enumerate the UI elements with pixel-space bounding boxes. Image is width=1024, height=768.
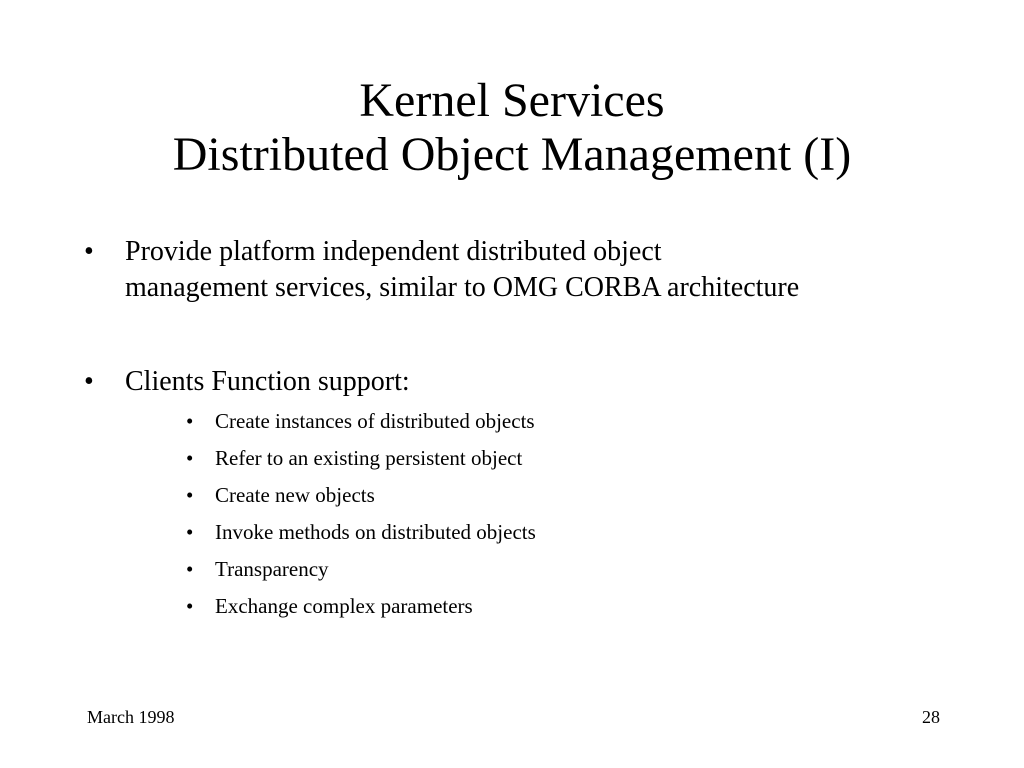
bullet-icon: •: [84, 236, 94, 267]
bullet-item: [84, 364, 804, 400]
sub-bullet-text: Exchange complex parameters: [215, 594, 473, 618]
bullet-icon: •: [84, 366, 94, 397]
sub-bullet-icon: •: [186, 594, 194, 618]
sub-bullet-item: [186, 557, 686, 582]
sub-bullet-item: [186, 520, 686, 545]
sub-bullet-icon: •: [186, 409, 194, 433]
sub-bullet-icon: •: [186, 483, 194, 507]
bullet-text: Provide platform independent distributed object management services, similar to OMG CORBA architecture: [125, 236, 800, 304]
sub-bullet-text: Create new objects: [215, 483, 375, 507]
sub-bullet-item: [186, 446, 686, 471]
title-line-2: Distributed Object Management (I): [172, 127, 852, 181]
sub-bullet-text: Create instances of distributed objects: [215, 409, 535, 433]
footer-page-number: 28: [922, 707, 940, 727]
bullet-text: Clients Function support:: [125, 366, 410, 397]
title-line-1: Kernel Services: [359, 74, 665, 127]
sub-bullet-text: Invoke methods on distributed objects: [215, 520, 536, 544]
sub-bullet-item: [186, 594, 686, 619]
sub-bullet-icon: •: [186, 557, 194, 581]
sub-bullet-text: Refer to an existing persistent object: [215, 446, 523, 470]
bullet-item: [84, 234, 804, 307]
slide-title: [0, 74, 1024, 182]
sub-bullet-icon: •: [186, 446, 194, 470]
footer-date: March 1998: [87, 707, 175, 727]
sub-bullet-item: [186, 409, 686, 434]
sub-bullet-icon: •: [186, 520, 194, 544]
sub-bullet-text: Transparency: [215, 557, 329, 581]
sub-bullet-item: [186, 483, 686, 508]
